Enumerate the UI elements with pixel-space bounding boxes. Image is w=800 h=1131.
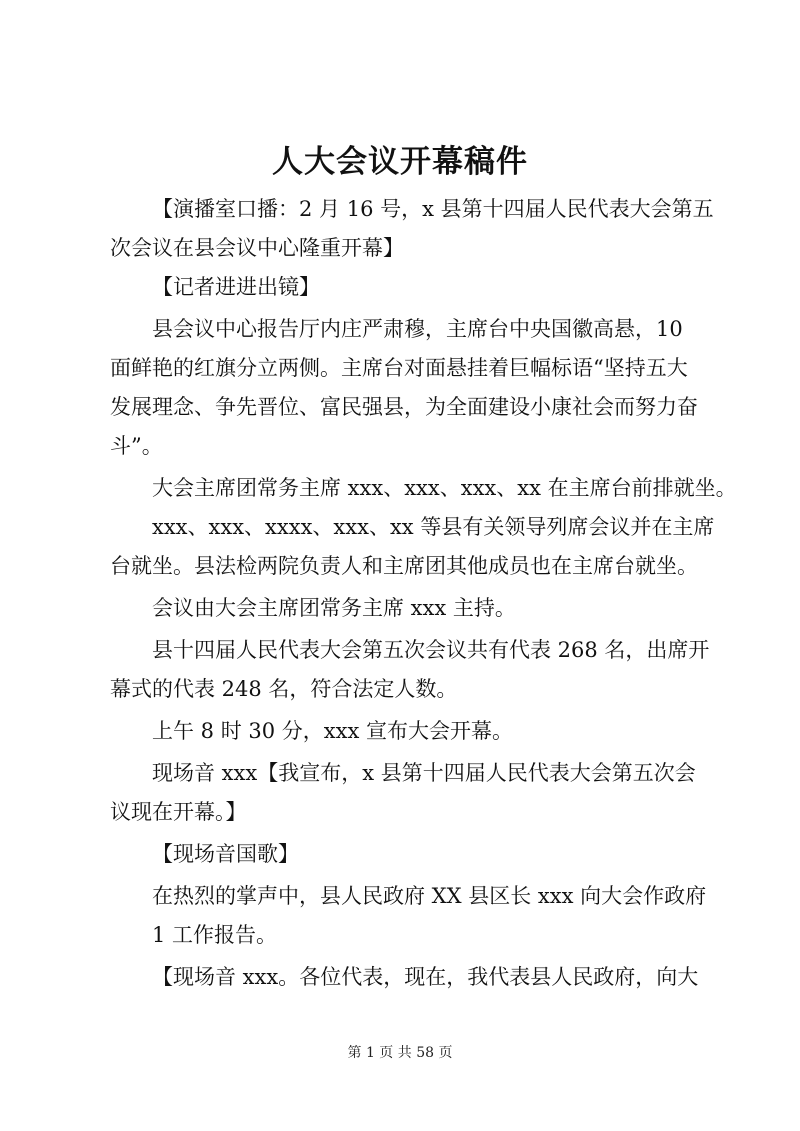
text-line: 会议由大会主席团常务主席 xxx 主持。 [152,596,516,620]
text-line: 斗”。 [110,434,163,458]
page-number: 第 1 页 共 58 页 [347,1045,453,1061]
text-line: 大会主席团常务主席 xxx、xxx、xxx、xx 在主席台前排就坐。 [152,476,737,500]
text-line: 台就坐。县法检两院负责人和主席团其他成员也在主席台就坐。 [110,554,698,578]
text-line: 面鲜艳的红旗分立两侧。主席台对面悬挂着巨幅标语“坚持五大 [110,356,688,380]
text-line: 幕式的代表 248 名，符合法定人数。 [110,677,458,701]
text-line: 上午 8 时 30 分，xxx 宣布大会开幕。 [152,719,513,743]
text-line: 1 工作报告。 [152,923,278,947]
text-line: xxx、xxx、xxxx、xxx、xx 等县有关领导列席会议并在主席 [152,515,715,539]
text-line: 县会议中心报告厅内庄严肃穆，主席台中央国徽高悬，10 [152,317,683,341]
document-title: 人大会议开幕稿件 [272,144,528,180]
text-line: 发展理念、争先晋位、富民强县，为全面建设小康社会而努力奋 [110,395,698,419]
text-line: 次会议在县会议中心隆重开幕】 [110,236,404,260]
text-line: 在热烈的掌声中，县人民政府 XX 县区长 xxx 向大会作政府 [152,884,707,908]
text-line: 【现场音国歌】 [152,842,299,866]
text-line: 议现在开幕。】 [110,800,247,824]
text-line: 县十四届人民代表大会第五次会议共有代表 268 名，出席开 [152,638,710,662]
text-line: 【演播室口播：2 月 16 号，x 县第十四届人民代表大会第五 [152,197,714,221]
text-line: 【现场音 xxx。各位代表，现在，我代表县人民政府，向大 [152,965,699,989]
text-line: 【记者进进出镜】 [152,275,320,299]
text-line: 现场音 xxx【我宣布，x 县第十四届人民代表大会第五次会 [152,761,696,785]
